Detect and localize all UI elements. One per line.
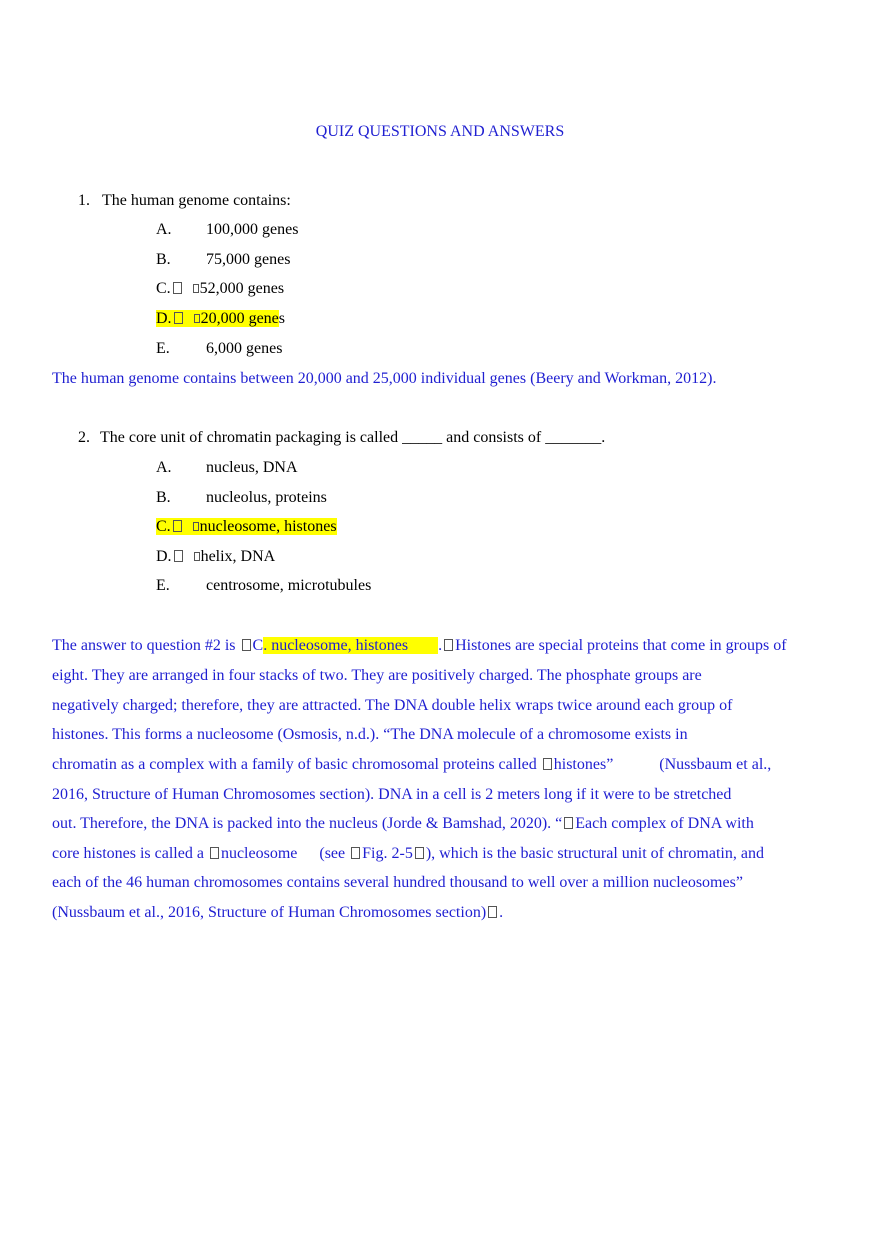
missing-glyph-icon: [210, 847, 219, 859]
missing-glyph-icon: [488, 906, 497, 918]
explanation-line: core histones is called a nucleosome (see Fig. 2-5 ), which is the basic structural unit of chromatin, and: [52, 845, 764, 862]
question-number: 2.: [78, 429, 90, 446]
missing-glyph-icon: [174, 550, 183, 562]
option-text-suffix: s: [278, 310, 285, 327]
option-text: nucleolus, proteins: [206, 489, 327, 506]
question-text: The core unit of chromatin packaging is called _____ and consists of _______.: [100, 429, 606, 446]
missing-glyph-icon: [415, 847, 424, 859]
missing-glyph-icon: [173, 520, 182, 532]
option-text: 6,000 genes: [206, 340, 283, 357]
missing-glyph-icon: [444, 639, 453, 651]
missing-glyph-icon: [194, 314, 200, 323]
q1-option-b: [156, 250, 290, 270]
missing-glyph-icon: [174, 312, 183, 324]
option-letter: B.: [156, 251, 171, 268]
missing-glyph-icon: [194, 552, 200, 561]
q2-explanation: [52, 636, 852, 936]
option-text: centrosome, microtubules: [206, 577, 372, 594]
missing-glyph-icon: [193, 522, 199, 531]
missing-glyph-icon: [564, 817, 573, 829]
option-text: 20,000 gene: [200, 310, 279, 327]
explanation-line: The answer to question #2 is C. nucleosome, histones . Histones are special proteins that come in groups of: [52, 637, 787, 654]
missing-glyph-icon: [242, 639, 251, 651]
q1-option-c: [156, 279, 284, 299]
missing-glyph-icon: [193, 284, 199, 293]
explanation-line: eight. They are arranged in four stacks of two. They are positively charged. The phosphate groups are: [52, 667, 702, 684]
option-text: 75,000 genes: [206, 251, 291, 268]
option-text: 100,000 genes: [206, 221, 299, 238]
q2-option-c: [156, 517, 337, 537]
question-text: The human genome contains:: [102, 192, 291, 209]
question-1: [78, 191, 291, 211]
explanation-line: out. Therefore, the DNA is packed into the nucleus (Jorde & Bamshad, 2020). “ Each complex of DNA with: [52, 815, 754, 832]
explanation-line: each of the 46 human chromosomes contains several hundred thousand to well over a million nucleosomes”: [52, 874, 743, 891]
option-text: 52,000 genes: [199, 280, 285, 297]
q1-option-e: [156, 339, 282, 359]
missing-glyph-icon: [173, 282, 182, 294]
missing-glyph-icon: [543, 758, 552, 770]
option-letter: C.: [156, 518, 171, 535]
missing-glyph-icon: [351, 847, 360, 859]
explanation-line: (Nussbaum et al., 2016, Structure of Human Chromosomes section) .: [52, 904, 504, 921]
question-2: [78, 428, 605, 448]
option-letter: D.: [156, 310, 172, 327]
explanation-line: negatively charged; therefore, they are attracted. The DNA double helix wraps twice around each group of: [52, 697, 733, 714]
explanation-line: histones. This forms a nucleosome (Osmosis, n.d.). “The DNA molecule of a chromosome exists in: [52, 726, 688, 743]
question-number: 1.: [78, 192, 90, 209]
option-text: nucleosome, histones: [199, 518, 337, 535]
page-title: QUIZ QUESTIONS AND ANSWERS: [315, 123, 565, 140]
option-text: helix, DNA: [200, 548, 276, 565]
option-letter: A.: [156, 221, 172, 238]
option-text: nucleus, DNA: [206, 459, 298, 476]
option-letter: B.: [156, 489, 171, 506]
q1-option-d: [156, 309, 285, 329]
q2-option-a: [156, 458, 298, 478]
q2-option-e: [156, 576, 371, 596]
explanation-line: 2016, Structure of Human Chromosomes section). DNA in a cell is 2 meters long if it were to be stretched: [52, 786, 732, 803]
option-letter: E.: [156, 340, 170, 357]
option-letter: D.: [156, 548, 172, 565]
option-letter: C.: [156, 280, 171, 297]
q1-option-a: [156, 220, 298, 240]
q1-answer-note: The human genome contains between 20,000 and 25,000 individual genes (Beery and Workman, 2012).: [52, 370, 717, 387]
explanation-line: chromatin as a complex with a family of basic chromosomal proteins called histones” (Nussbaum et al.,: [52, 756, 772, 773]
q2-option-d: [156, 547, 275, 567]
option-letter: A.: [156, 459, 172, 476]
option-letter: E.: [156, 577, 170, 594]
q2-option-b: [156, 488, 327, 508]
